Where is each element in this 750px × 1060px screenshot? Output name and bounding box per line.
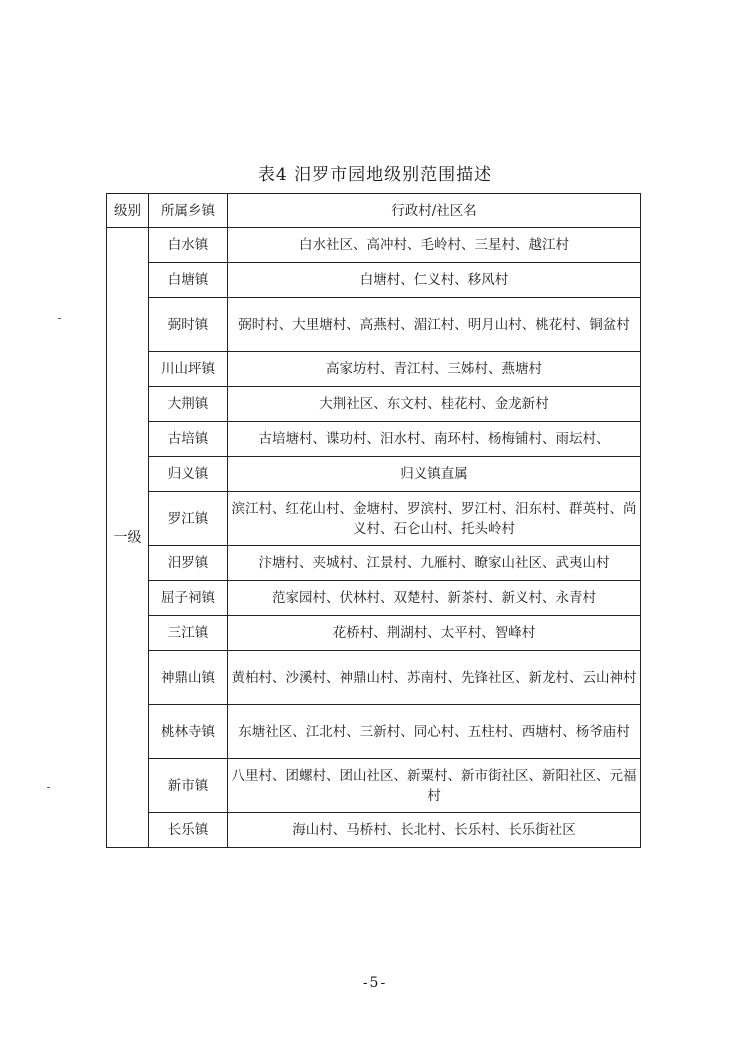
villages-cell: 八里村、团螺村、团山社区、新粟村、新市街社区、新阳社区、元福村 <box>228 759 641 813</box>
villages-cell: 古培塘村、谍功村、汨水村、南环村、杨梅铺村、雨坛村、 <box>228 422 641 457</box>
town-cell: 白水镇 <box>149 228 228 263</box>
villages-cell: 东塘社区、江北村、三新村、同心村、五柱村、西塘村、杨爷庙村 <box>228 705 641 759</box>
table-row <box>107 298 641 352</box>
table-row <box>107 228 641 263</box>
table-row <box>107 759 641 813</box>
table-row <box>107 616 641 651</box>
table-row <box>107 263 641 298</box>
header-villages: 行政村/社区名 <box>228 194 641 228</box>
table-row <box>107 492 641 546</box>
villages-cell: 白塘村、仁义村、移风村 <box>228 263 641 298</box>
table-header-row <box>107 194 641 228</box>
town-cell: 桃林寺镇 <box>149 705 228 759</box>
villages-cell: 花桥村、荆湖村、太平村、智峰村 <box>228 616 641 651</box>
villages-cell: 归义镇直属 <box>228 457 641 492</box>
villages-cell: 弼时村、大里塘村、高燕村、湄江村、明月山村、桃花村、铜盆村 <box>228 298 641 352</box>
header-level: 级别 <box>107 194 149 228</box>
table-row <box>107 581 641 616</box>
table-row <box>107 352 641 387</box>
town-cell: 白塘镇 <box>149 263 228 298</box>
town-cell: 汨罗镇 <box>149 546 228 581</box>
town-cell: 弼时镇 <box>149 298 228 352</box>
town-cell: 三江镇 <box>149 616 228 651</box>
town-cell: 新市镇 <box>149 759 228 813</box>
table-row <box>107 457 641 492</box>
villages-cell: 高家坊村、青江村、三姊村、燕塘村 <box>228 352 641 387</box>
villages-cell: 汴塘村、夹城村、江景村、九雁村、瞭家山社区、武夷山村 <box>228 546 641 581</box>
town-cell: 罗江镇 <box>149 492 228 546</box>
villages-cell: 白水社区、高冲村、毛岭村、三星村、越江村 <box>228 228 641 263</box>
table-row <box>107 813 641 848</box>
villages-cell: 滨江村、红花山村、金塘村、罗滨村、罗江村、汨东村、群英村、尚义村、石仑山村、托头岭村 <box>228 492 641 546</box>
scan-speck <box>58 318 61 319</box>
villages-cell: 大荆社区、东文村、桂花村、金龙新村 <box>228 387 641 422</box>
table-row <box>107 422 641 457</box>
table-row <box>107 546 641 581</box>
villages-cell: 黄柏村、沙溪村、神鼎山村、苏南村、先锋社区、新龙村、云山神村 <box>228 651 641 705</box>
header-town: 所属乡镇 <box>149 194 228 228</box>
table-row <box>107 705 641 759</box>
town-cell: 长乐镇 <box>149 813 228 848</box>
villages-cell: 范家园村、伏林村、双楚村、新茶村、新义村、永青村 <box>228 581 641 616</box>
scan-speck <box>47 787 50 788</box>
range-table <box>106 193 641 848</box>
town-cell: 大荆镇 <box>149 387 228 422</box>
page-number: -5- <box>362 975 388 991</box>
town-cell: 归义镇 <box>149 457 228 492</box>
table-row <box>107 651 641 705</box>
villages-cell: 海山村、马桥村、长北村、长乐村、长乐街社区 <box>228 813 641 848</box>
table-row <box>107 387 641 422</box>
town-cell: 古培镇 <box>149 422 228 457</box>
town-cell: 屈子祠镇 <box>149 581 228 616</box>
town-cell: 神鼎山镇 <box>149 651 228 705</box>
page-title: 表4 汨罗市园地级别范围描述 <box>257 165 493 185</box>
town-cell: 川山坪镇 <box>149 352 228 387</box>
level-cell: 一级 <box>107 228 149 848</box>
